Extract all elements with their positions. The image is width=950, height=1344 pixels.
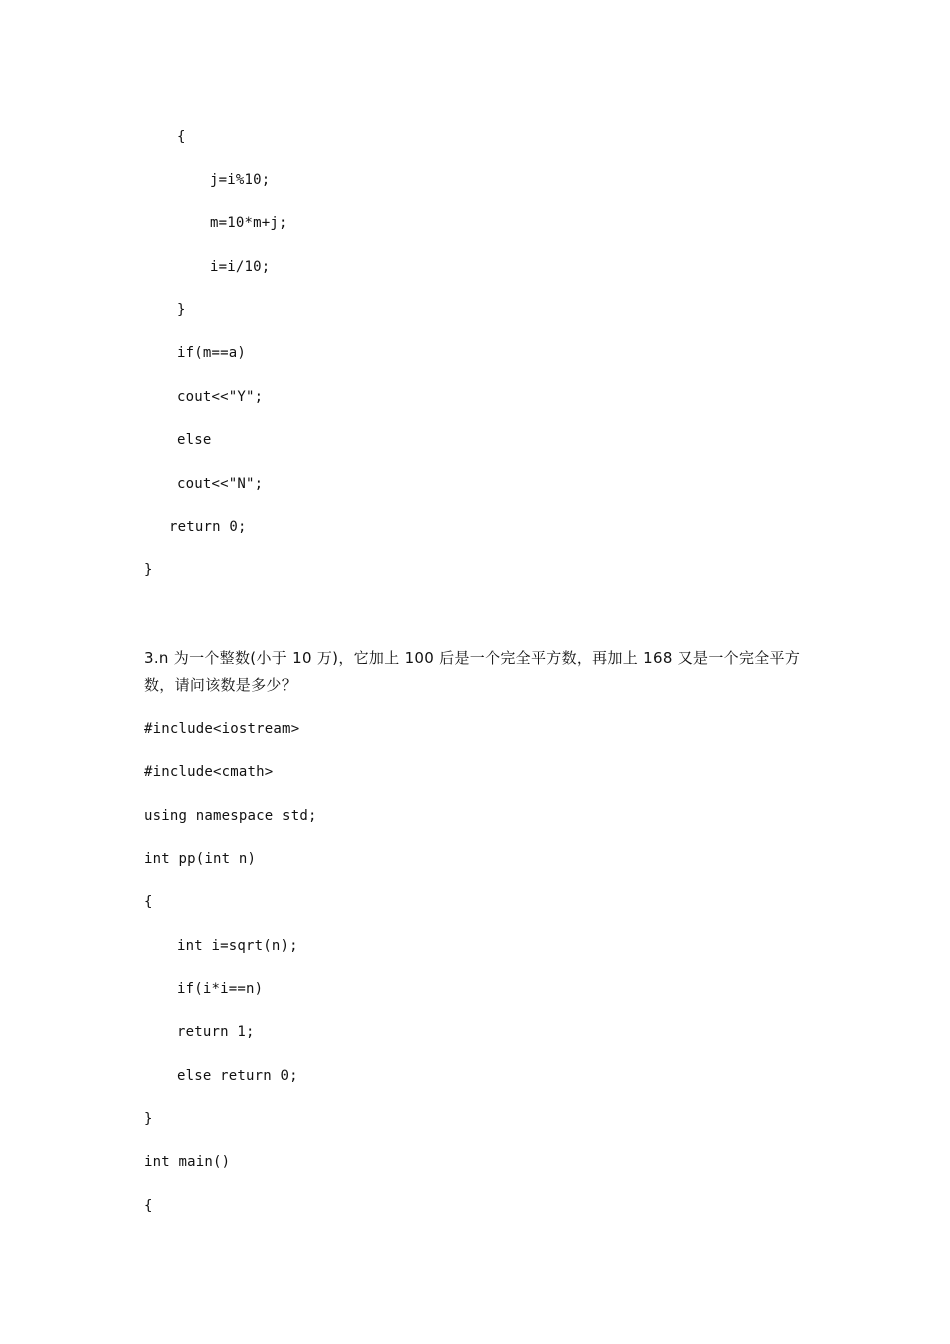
- code-line: j=i%10;: [210, 172, 271, 188]
- code-line: int pp(int n): [144, 851, 257, 867]
- code-line: {: [144, 1198, 153, 1214]
- code-line: int main(): [144, 1154, 231, 1170]
- code-line: int i=sqrt(n);: [177, 938, 298, 954]
- code-line: if(i*i==n): [177, 981, 264, 997]
- code-line: cout<<"Y";: [177, 389, 264, 405]
- code-line: #include<iostream>: [144, 721, 300, 737]
- code-line: }: [144, 1111, 153, 1127]
- code-line: cout<<"N";: [177, 476, 264, 492]
- code-line: }: [144, 562, 153, 578]
- code-line: i=i/10;: [210, 259, 271, 275]
- code-line: else return 0;: [177, 1068, 298, 1084]
- code-line: return 1;: [177, 1024, 255, 1040]
- code-line: {: [144, 894, 153, 910]
- question-text: 3.n 为一个整数(小于 10 万)，它加上 100 后是一个完全平方数，再加上 168 又是一个完全平方数，请问该数是多少？: [144, 649, 801, 694]
- code-line: }: [177, 302, 186, 318]
- code-line: return 0;: [169, 519, 247, 535]
- code-line: {: [177, 129, 186, 145]
- code-line: using namespace std;: [144, 808, 317, 824]
- code-line: m=10*m+j;: [210, 215, 288, 231]
- code-line: #include<cmath>: [144, 764, 274, 780]
- code-line: if(m==a): [177, 345, 247, 361]
- code-line: else: [177, 432, 212, 448]
